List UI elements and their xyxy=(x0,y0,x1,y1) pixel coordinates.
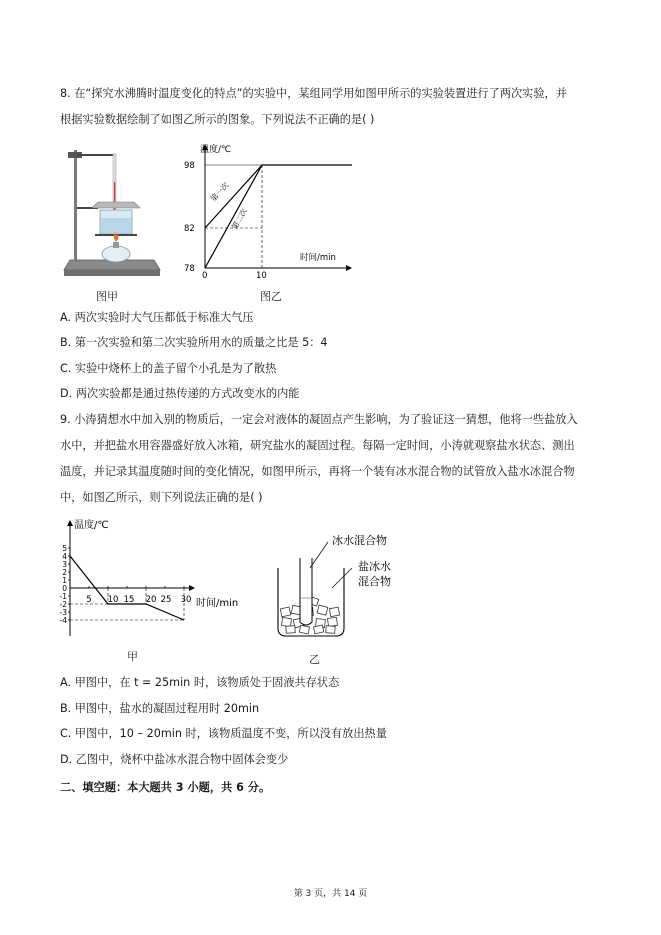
q8-option-a[interactable]: A. 两次实验时大气压都低于标准大气压 xyxy=(60,311,254,324)
q8-option-d[interactable]: D. 两次实验都是通过热传递的方式改变水的内能 xyxy=(60,387,300,400)
q8-temperature-graph xyxy=(180,140,355,280)
lamp-wick xyxy=(113,242,119,248)
q9-y-tick-minus4: -4 xyxy=(59,616,67,625)
q8-y-tick-78: 78 xyxy=(184,264,195,274)
q9-y-tick-minus1: -1 xyxy=(59,592,67,601)
q9-option-d[interactable]: D. 乙图中，烧杯中盐冰水混合物中固体会变少 xyxy=(60,753,289,766)
q8-line-second xyxy=(205,165,262,268)
q8-x-tick-10: 10 xyxy=(256,271,267,280)
q9-beaker-figure xyxy=(270,528,420,643)
q8-option-b[interactable]: B. 第一次实验和第二次实验所用水的质量之比是 5：4 xyxy=(60,336,328,349)
q9-label-ice-water: 冰水混合物 xyxy=(332,534,387,547)
q9-stem-line-4: 中，如图乙所示，则下列说法正确的是( ) xyxy=(60,491,263,504)
q9-x-tick-30: 30 xyxy=(180,595,192,605)
q9-x-tick-15: 15 xyxy=(123,595,135,605)
alcohol-lamp xyxy=(102,246,130,262)
q9-x-tick-25: 25 xyxy=(160,595,172,605)
stand-pole xyxy=(74,150,77,262)
q9-y-tick-2: 2 xyxy=(62,568,67,577)
q8-y-tick-82: 82 xyxy=(184,224,195,234)
q8-line-label-second: 第二次 xyxy=(229,207,249,231)
q9-y-label: 温度/℃ xyxy=(74,520,109,531)
q9-stem-line-2: 水中，并把盐水用容器盛好放入冰箱，研究盐水的凝固过程。每隔一定时间，小涛就观察盐水状态、测出 xyxy=(60,439,575,452)
q8-x-tick-0: 0 xyxy=(202,271,208,280)
q9-label-salt-ice-1: 盐冰水 xyxy=(358,560,391,573)
q9-leader-salt-ice xyxy=(332,568,352,588)
q9-y-tick-0: 0 xyxy=(62,584,67,593)
q9-y-tick-minus3: -3 xyxy=(59,608,67,617)
beaker-cover xyxy=(92,202,140,208)
q9-x-tick-5: 5 xyxy=(86,595,92,605)
q8-apparatus-figure xyxy=(60,142,170,282)
page-footer: 第 3 页，共 14 页 xyxy=(293,889,368,899)
q8-option-c[interactable]: C. 实验中烧杯上的盖子留个小孔是为了散热 xyxy=(60,362,277,375)
q9-stem-line-3: 温度，并记录其温度随时间的变化情况，如图甲所示，再将一个装有冰水混合物的试管放入盐水冰混合物 xyxy=(60,465,575,478)
q9-label-salt-ice-2: 混合物 xyxy=(358,575,391,588)
q9-x-tick-10: 10 xyxy=(107,595,119,605)
q9-fig-jia-caption: 甲 xyxy=(127,650,138,663)
q8-stem-line-1: 8. 在“探究水沸腾时温度变化的特点”的实验中，某组同学用如图甲所示的实验装置进行了两次实验，并 xyxy=(60,87,567,100)
q8-y-tick-98: 98 xyxy=(184,161,195,171)
q9-option-b[interactable]: B. 甲图中，盐水的凝固过程用时 20min xyxy=(60,702,260,715)
q9-y-tick-4: 4 xyxy=(62,552,67,561)
q8-y-label: 温度/℃ xyxy=(200,145,232,155)
q9-y-axis-arrow xyxy=(67,520,73,526)
q8-x-axis-arrow xyxy=(346,265,352,271)
beaker-water xyxy=(101,218,131,233)
q8-fig-yi-caption: 图乙 xyxy=(260,290,282,303)
q9-y-tick-5: 5 xyxy=(62,544,67,553)
q9-fig-yi-caption: 乙 xyxy=(309,653,320,666)
q8-fig-jia-caption: 图甲 xyxy=(96,290,118,303)
q9-x-label: 时间/min xyxy=(196,598,239,609)
q9-option-c[interactable]: C. 甲图中，10 – 20min 时，该物质温度不变，所以没有放出热量 xyxy=(60,727,387,740)
q8-x-label: 时间/min xyxy=(300,253,336,263)
section-2-heading: 二、填空题：本大题共 3 小题，共 6 分。 xyxy=(60,781,271,794)
q9-option-a[interactable]: A. 甲图中，在 t = 25min 时，该物质处于固液共存状态 xyxy=(60,676,340,689)
q9-x-axis-arrow xyxy=(189,585,195,591)
q9-leader-ice-water xyxy=(310,542,328,568)
q9-y-tick-1: 1 xyxy=(62,576,67,585)
q8-line-label-first: 第一次 xyxy=(208,180,231,204)
q9-y-tick-3: 3 xyxy=(62,560,67,569)
q8-stem-line-2: 根据实验数据绘制了如图乙所示的图象。下列说法不正确的是( ) xyxy=(60,113,375,126)
stand-base-edge xyxy=(64,270,160,276)
q9-stem-line-1: 9. 小涛猜想水中加入别的物质后，一定会对液体的凝固点产生影响，为了验证这一猜想，他将一些盐放入 xyxy=(60,413,578,426)
q9-temperature-graph xyxy=(58,518,258,643)
q9-y-tick-minus2: -2 xyxy=(59,600,67,609)
q9-x-tick-20: 20 xyxy=(145,595,157,605)
